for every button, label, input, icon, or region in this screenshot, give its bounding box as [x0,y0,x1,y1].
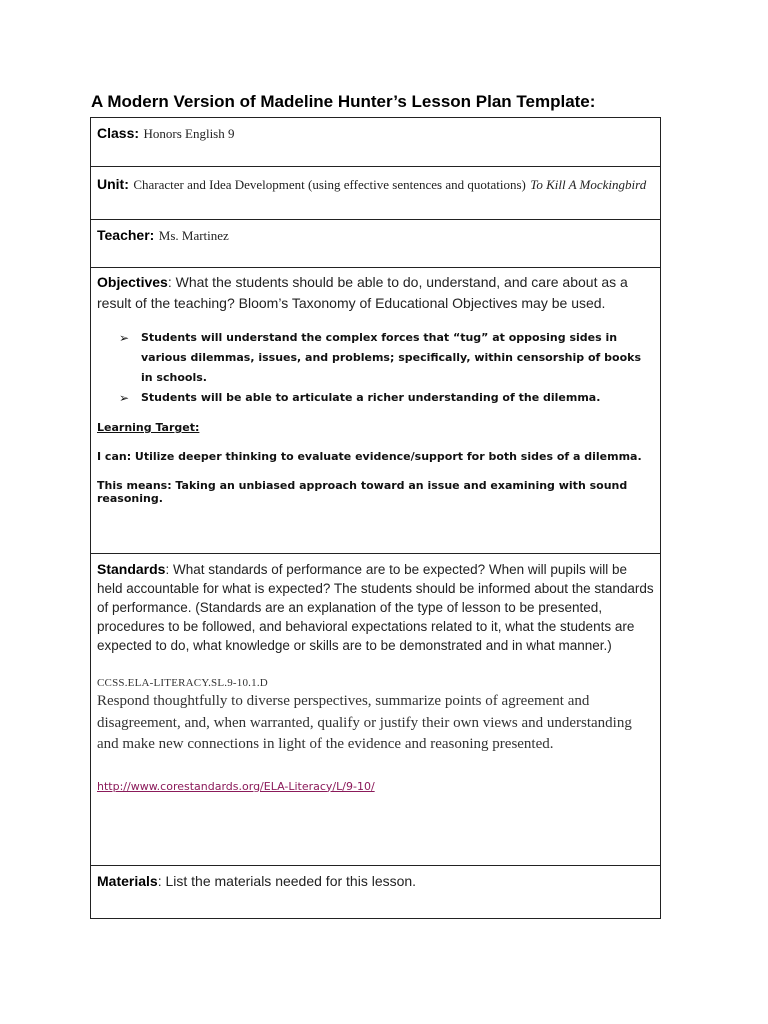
standards-row [91,553,660,865]
objectives-description: : What the students should be able to do, understand, and care about as a result of the teaching? Bloom’s Taxonomy of Educational Objectives may be used. [97,274,628,311]
objectives-row [91,267,660,553]
standards-label: Standards [97,561,166,577]
lesson-plan-table [90,117,661,919]
objective-bullet-item [119,388,654,408]
unit-label: Unit: [97,176,129,192]
class-value: Honors English 9 [143,126,235,141]
arrow-bullet-icon: ➢ [119,391,130,405]
objective-bullet-item [119,328,654,388]
unit-row [91,166,660,219]
materials-label: Materials [97,873,158,889]
class-row [91,118,660,166]
this-means-statement: This means: Taking an unbiased approach toward an issue and examining with sound reasoning. [97,479,628,505]
objectives-bullet-list [97,328,654,408]
objectives-label: Objectives [97,274,168,290]
teacher-label: Teacher: [97,227,155,243]
objective-bullet-text: Students will be able to articulate a richer understanding of the dilemma. [141,391,601,404]
standards-description: : What standards of performance are to be expected? When will pupils will be held accountable for what is expected? The students should be informed about the standards of performance. (Standards are an explanation of the type of lesson to be presented, procedures to be followed, and behavioral expectations related to it, what the students are expected to do, what knowledge or skills are to be demonstrated and in what manner.) [97,562,654,653]
teacher-row [91,219,660,267]
teacher-value: Ms. Martinez [158,228,229,243]
objective-bullet-text: Students will understand the complex forces that “tug” at opposing sides in various dilemmas, issues, and problems; specifically, within censorship of books in schools. [141,331,642,384]
unit-value: Character and Idea Development (using effective sentences and quotations) [133,177,526,192]
standard-code: CCSS.ELA-LITERACY.SL.9-10.1.D [97,677,268,689]
materials-description: : List the materials needed for this lesson. [157,873,417,889]
document-title: A Modern Version of Madeline Hunter’s Lesson Plan Template: [91,92,596,111]
class-label: Class: [97,125,140,141]
i-can-statement: I can: Utilize deeper thinking to evaluate evidence/support for both sides of a dilemma. [97,450,642,463]
unit-book-title: To Kill A Mockingbird [530,177,647,192]
materials-row [91,865,660,918]
arrow-bullet-icon: ➢ [119,331,130,345]
standard-text: Respond thoughtfully to diverse perspectives, summarize points of agreement and disagreement, and, when warranted, qualify or justify their own views and understanding and make new connections in light of the evidence and reasoning presented. [97,693,632,752]
corestandards-link[interactable]: http://www.corestandards.org/ELA-Literacy/L/9-10/ [97,779,375,793]
learning-target-heading: Learning Target: [97,421,200,434]
